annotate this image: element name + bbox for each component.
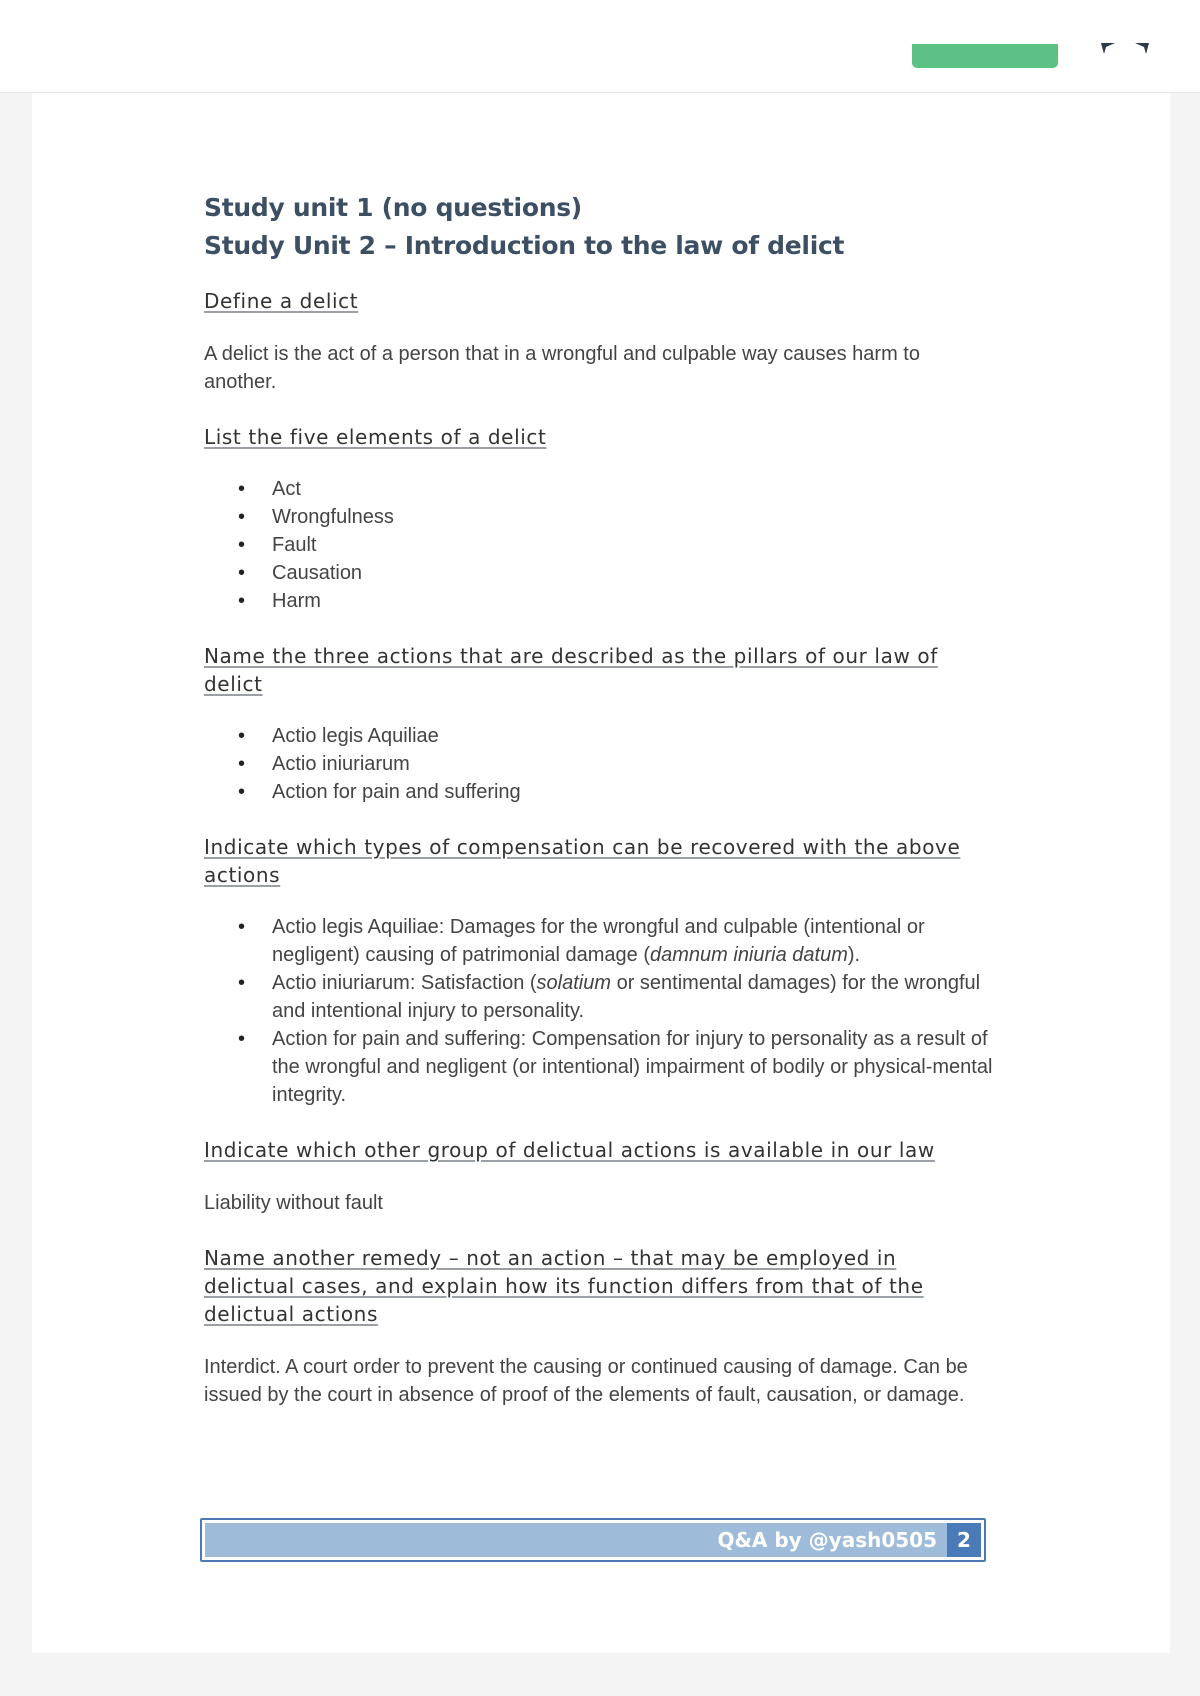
answer-define-delict: A delict is the act of a person that in a wrongful and culpable way causes harm to another. bbox=[204, 343, 920, 393]
question-another-remedy: Name another remedy – not an action – that may be employed in delictual cases, and explain how its function differs from that of the delictual actions bbox=[204, 1246, 924, 1326]
list-compensation bbox=[204, 913, 1044, 1109]
list-item: • Wrongfulness bbox=[204, 503, 1008, 531]
list-pillars bbox=[204, 722, 1044, 806]
title-study-unit-2: Study Unit 2 – Introduction to the law of delict bbox=[204, 231, 845, 260]
arrow-prev-icon[interactable] bbox=[1098, 40, 1118, 56]
answer-other-group: Liability without fault bbox=[204, 1192, 383, 1214]
list-item: • Actio iniuriarum bbox=[204, 750, 1008, 778]
question-other-group: Indicate which other group of delictual actions is available in our law bbox=[204, 1138, 935, 1162]
question-compensation: Indicate which types of compensation can be recovered with the above actions bbox=[204, 835, 961, 887]
list-item: • Fault bbox=[204, 531, 1008, 559]
list-item: • Action for pain and suffering bbox=[204, 778, 1008, 806]
title-study-unit-1: Study unit 1 (no questions) bbox=[204, 193, 582, 222]
question-three-pillars: Name the three actions that are described as the pillars of our law of delict bbox=[204, 644, 938, 696]
page-content bbox=[204, 189, 1044, 1409]
comp2-text: Actio iniuriarum: Satisfaction ( bbox=[272, 972, 537, 994]
question-define-delict: Define a delict bbox=[204, 289, 359, 313]
comp1-end: ). bbox=[847, 944, 861, 966]
list-item: • Harm bbox=[204, 587, 1008, 615]
comp1-italic: damnum iniuria datum bbox=[650, 944, 848, 966]
comp2-end: or sentimental damages) for the wrongful and intentional injury to personality. bbox=[272, 972, 981, 1022]
footer-label: Q&A by @yash0505 bbox=[717, 1528, 937, 1552]
list-item: • Actio legis Aquiliae bbox=[204, 722, 1008, 750]
download-button[interactable] bbox=[912, 44, 1058, 68]
top-toolbar bbox=[0, 0, 1200, 93]
question-five-elements: List the five elements of a delict bbox=[204, 425, 547, 449]
page-number: 2 bbox=[947, 1523, 981, 1557]
list-item bbox=[204, 913, 1008, 969]
footer-bar bbox=[205, 1523, 981, 1557]
document-page bbox=[32, 93, 1170, 1653]
list-item: • Act bbox=[204, 475, 1008, 503]
comp1-text: Actio legis Aquiliae: Damages for the wrongful and culpable (intentional or negligent) causing of patrimonial damage ( bbox=[272, 916, 925, 966]
list-item: • Action for pain and suffering: Compensation for injury to personality as a result of the wrongful and negligent (or intentional) impairment of bodily or physical-mental integrity. bbox=[204, 1025, 1008, 1109]
comp2-italic: solatium bbox=[536, 972, 612, 994]
list-elements bbox=[204, 475, 1044, 615]
arrow-next-icon[interactable] bbox=[1132, 40, 1152, 56]
page-footer bbox=[200, 1518, 986, 1562]
answer-another-remedy: Interdict. A court order to prevent the causing or continued causing of damage. Can be issued by the court in absence of proof of the elements of fault, causation, or damage. bbox=[204, 1356, 968, 1406]
list-item bbox=[204, 969, 1008, 1025]
list-item: • Causation bbox=[204, 559, 1008, 587]
